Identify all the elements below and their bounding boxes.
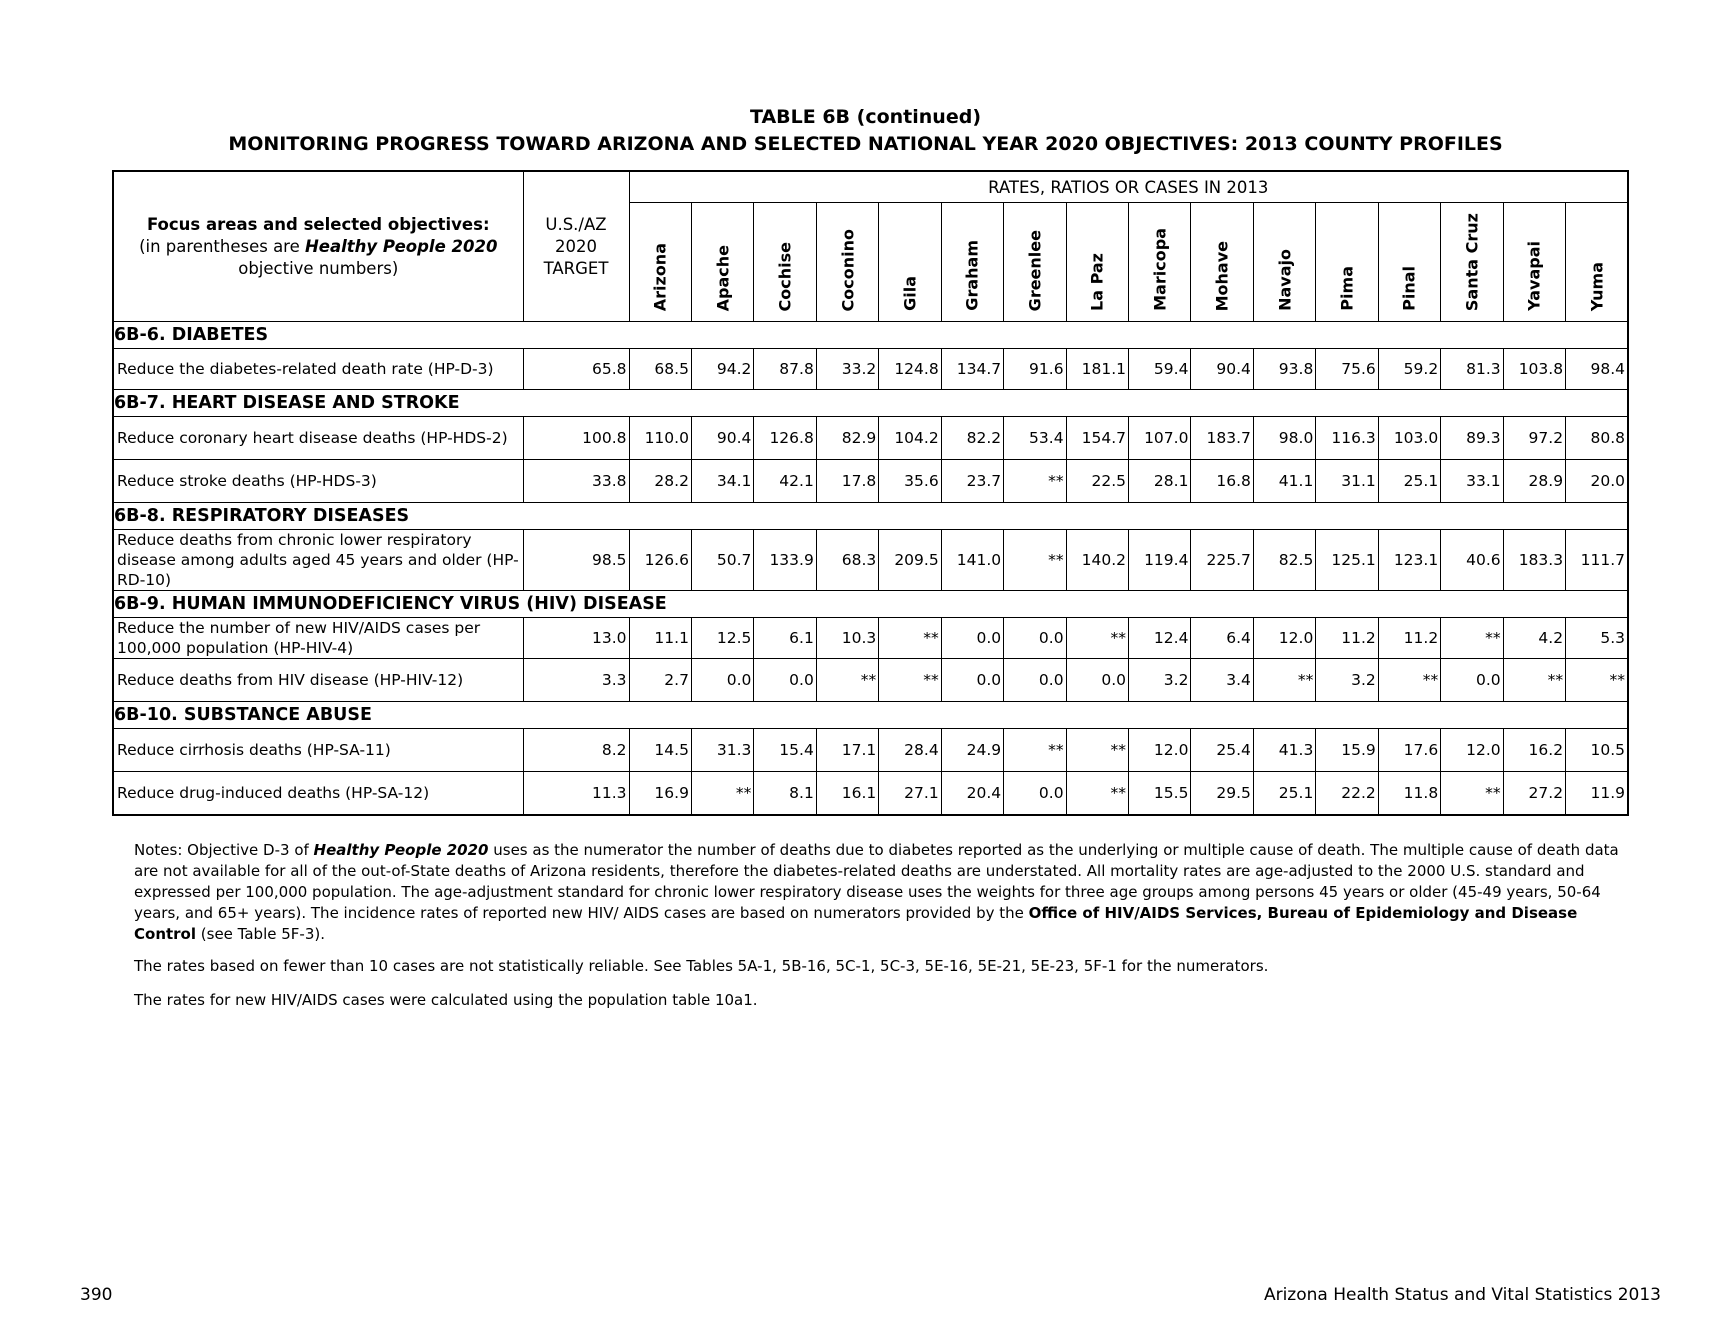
value-cell: 154.7 <box>1066 417 1128 460</box>
value-cell: 80.8 <box>1566 417 1628 460</box>
value-cell: 16.2 <box>1503 729 1565 772</box>
value-cell: 3.4 <box>1191 659 1253 702</box>
county-name: Greenlee <box>1025 229 1045 311</box>
table-row <box>113 772 1628 816</box>
value-cell: 15.4 <box>754 729 816 772</box>
value-cell: 10.5 <box>1566 729 1628 772</box>
value-cell: 87.8 <box>754 349 816 390</box>
value-cell: 103.8 <box>1503 349 1565 390</box>
target-cell: 100.8 <box>523 417 629 460</box>
value-cell: 91.6 <box>1004 349 1066 390</box>
value-cell: 0.0 <box>754 659 816 702</box>
value-cell: 0.0 <box>941 618 1003 659</box>
value-cell: 68.3 <box>816 530 878 591</box>
value-cell: ** <box>816 659 878 702</box>
county-header <box>1378 203 1440 322</box>
target-header: U.S./AZ 2020 TARGET <box>523 171 629 322</box>
value-cell: 126.6 <box>629 530 691 591</box>
value-cell: 11.1 <box>629 618 691 659</box>
table-row <box>113 460 1628 503</box>
county-header <box>629 203 691 322</box>
table-body <box>113 322 1628 816</box>
value-cell: 75.6 <box>1316 349 1378 390</box>
value-cell: 34.1 <box>691 460 753 503</box>
county-header <box>1441 203 1503 322</box>
county-name: Maricopa <box>1150 228 1170 311</box>
value-cell: 22.5 <box>1066 460 1128 503</box>
county-name: Yuma <box>1587 261 1607 311</box>
note-population: The rates for new HIV/AIDS cases were calculated using the population table 10a1. <box>134 991 758 1009</box>
objective-label: Reduce the diabetes-related death rate (HP-D-3) <box>113 349 523 390</box>
value-cell: ** <box>879 659 941 702</box>
notes-paragraph: Notes: Objective D-3 of Healthy People 2020 uses as the numerator the number of deaths due to diabetes reported as the underlying or multiple cause of death. The multiple cause of death data are not available for all of the out-of-State deaths of Arizona residents, therefore the diabetes-related deaths are understated. All mortality rates are age-adjusted to the 2000 U.S. standard and expressed per 100,000 population. The age-adjustment standard for chronic lower respiratory disease uses the weights for three age groups among persons 45 years or older (45-49 years, 50-64 years, and 65+ years). The incidence rates of reported new HIV/ AIDS cases are based on numerators provided by the Office of HIV/AIDS Services, Bureau of Epidemiology and Disease Control (see Table 5F-3). <box>134 841 1619 943</box>
section-title: 6B-7. HEART DISEASE AND STROKE <box>113 390 1628 417</box>
value-cell: 4.2 <box>1503 618 1565 659</box>
value-cell: 181.1 <box>1066 349 1128 390</box>
value-cell: ** <box>1441 618 1503 659</box>
section-title: 6B-6. DIABETES <box>113 322 1628 349</box>
value-cell: 126.8 <box>754 417 816 460</box>
value-cell: 89.3 <box>1441 417 1503 460</box>
value-cell: ** <box>1566 659 1628 702</box>
county-name: Graham <box>962 240 982 311</box>
objective-label: Reduce deaths from HIV disease (HP-HIV-12) <box>113 659 523 702</box>
value-cell: 183.7 <box>1191 417 1253 460</box>
county-header <box>1066 203 1128 322</box>
value-cell: 53.4 <box>1004 417 1066 460</box>
county-header <box>754 203 816 322</box>
table-title: TABLE 6B (continued) <box>749 106 982 128</box>
value-cell: 31.3 <box>691 729 753 772</box>
county-header <box>879 203 941 322</box>
value-cell: 119.4 <box>1129 530 1191 591</box>
objective-label: Reduce deaths from chronic lower respiratory disease among adults aged 45 years and older (HP-RD-10) <box>113 530 523 591</box>
value-cell: 3.2 <box>1316 659 1378 702</box>
county-header <box>941 203 1003 322</box>
value-cell: 42.1 <box>754 460 816 503</box>
objective-label: Reduce stroke deaths (HP-HDS-3) <box>113 460 523 503</box>
value-cell: 50.7 <box>691 530 753 591</box>
value-cell: 141.0 <box>941 530 1003 591</box>
value-cell: 81.3 <box>1441 349 1503 390</box>
value-cell: 104.2 <box>879 417 941 460</box>
value-cell: 31.1 <box>1316 460 1378 503</box>
value-cell: 111.7 <box>1566 530 1628 591</box>
value-cell: ** <box>1004 729 1066 772</box>
value-cell: ** <box>1066 729 1128 772</box>
county-name: Yavapai <box>1524 241 1544 311</box>
value-cell: 5.3 <box>1566 618 1628 659</box>
value-cell: 14.5 <box>629 729 691 772</box>
target-cell: 8.2 <box>523 729 629 772</box>
section-title: 6B-9. HUMAN IMMUNODEFICIENCY VIRUS (HIV) DISEASE <box>113 591 1628 618</box>
note-reliability: The rates based on fewer than 10 cases are not statistically reliable. See Tables 5A-1, 5B-16, 5C-1, 5C-3, 5E-16, 5E-21, 5E-23, 5F-1 for the numerators. <box>134 957 1269 975</box>
value-cell: 27.2 <box>1503 772 1565 816</box>
value-cell: 183.3 <box>1503 530 1565 591</box>
value-cell: 12.0 <box>1253 618 1315 659</box>
header-row-1 <box>113 171 1628 203</box>
section-header-row <box>113 702 1628 729</box>
value-cell: 33.1 <box>1441 460 1503 503</box>
objective-label: Reduce the number of new HIV/AIDS cases per 100,000 population (HP-HIV-4) <box>113 618 523 659</box>
value-cell: 140.2 <box>1066 530 1128 591</box>
table-subtitle: MONITORING PROGRESS TOWARD ARIZONA AND SELECTED NATIONAL YEAR 2020 OBJECTIVES: 2013 COUNTY PROFILES <box>228 133 1503 155</box>
county-header <box>1129 203 1191 322</box>
value-cell: 0.0 <box>941 659 1003 702</box>
objective-label: Reduce coronary heart disease deaths (HP-HDS-2) <box>113 417 523 460</box>
value-cell: 41.3 <box>1253 729 1315 772</box>
county-name: Arizona <box>650 242 670 311</box>
value-cell: 59.4 <box>1129 349 1191 390</box>
value-cell: 97.2 <box>1503 417 1565 460</box>
target-cell: 98.5 <box>523 530 629 591</box>
value-cell: 225.7 <box>1191 530 1253 591</box>
value-cell: 103.0 <box>1378 417 1440 460</box>
section-header-row <box>113 503 1628 530</box>
value-cell: ** <box>1066 772 1128 816</box>
value-cell: 0.0 <box>1004 618 1066 659</box>
value-cell: 28.9 <box>1503 460 1565 503</box>
value-cell: 16.9 <box>629 772 691 816</box>
county-header <box>1503 203 1565 322</box>
table-row <box>113 417 1628 460</box>
value-cell: 93.8 <box>1253 349 1315 390</box>
value-cell: 2.7 <box>629 659 691 702</box>
value-cell: 16.8 <box>1191 460 1253 503</box>
target-cell: 3.3 <box>523 659 629 702</box>
value-cell: 6.4 <box>1191 618 1253 659</box>
value-cell: 17.1 <box>816 729 878 772</box>
target-cell: 65.8 <box>523 349 629 390</box>
county-name: Pima <box>1337 266 1357 311</box>
county-header <box>1191 203 1253 322</box>
value-cell: 59.2 <box>1378 349 1440 390</box>
value-cell: ** <box>1066 618 1128 659</box>
value-cell: ** <box>1004 530 1066 591</box>
value-cell: 107.0 <box>1129 417 1191 460</box>
value-cell: 124.8 <box>879 349 941 390</box>
value-cell: 116.3 <box>1316 417 1378 460</box>
table-row <box>113 530 1628 591</box>
value-cell: 123.1 <box>1378 530 1440 591</box>
value-cell: 20.4 <box>941 772 1003 816</box>
value-cell: 98.0 <box>1253 417 1315 460</box>
value-cell: 125.1 <box>1316 530 1378 591</box>
value-cell: 110.0 <box>629 417 691 460</box>
section-title: 6B-10. SUBSTANCE ABUSE <box>113 702 1628 729</box>
value-cell: 90.4 <box>1191 349 1253 390</box>
value-cell: 0.0 <box>1004 772 1066 816</box>
value-cell: 17.8 <box>816 460 878 503</box>
value-cell: ** <box>691 772 753 816</box>
value-cell: 94.2 <box>691 349 753 390</box>
target-cell: 13.0 <box>523 618 629 659</box>
value-cell: 134.7 <box>941 349 1003 390</box>
value-cell: 33.2 <box>816 349 878 390</box>
value-cell: 16.1 <box>816 772 878 816</box>
target-cell: 33.8 <box>523 460 629 503</box>
county-header <box>816 203 878 322</box>
value-cell: 22.2 <box>1316 772 1378 816</box>
value-cell: 0.0 <box>691 659 753 702</box>
focus-areas-header: Focus areas and selected objectives: (in parentheses are Healthy People 2020 objective numbers) <box>113 171 523 322</box>
value-cell: 12.4 <box>1129 618 1191 659</box>
value-cell: ** <box>1253 659 1315 702</box>
county-name: La Paz <box>1087 253 1107 311</box>
county-header <box>1566 203 1628 322</box>
value-cell: 15.5 <box>1129 772 1191 816</box>
table-row <box>113 618 1628 659</box>
value-cell: 28.2 <box>629 460 691 503</box>
objective-label: Reduce drug-induced deaths (HP-SA-12) <box>113 772 523 816</box>
value-cell: 15.9 <box>1316 729 1378 772</box>
county-name: Apache <box>713 244 733 311</box>
value-cell: 0.0 <box>1441 659 1503 702</box>
value-cell: 3.2 <box>1129 659 1191 702</box>
county-header <box>1004 203 1066 322</box>
value-cell: 25.1 <box>1378 460 1440 503</box>
county-name: Pinal <box>1399 266 1419 311</box>
value-cell: 11.8 <box>1378 772 1440 816</box>
value-cell: 12.0 <box>1441 729 1503 772</box>
value-cell: 0.0 <box>1066 659 1128 702</box>
value-cell: ** <box>1441 772 1503 816</box>
value-cell: ** <box>1503 659 1565 702</box>
value-cell: 82.5 <box>1253 530 1315 591</box>
county-header <box>691 203 753 322</box>
value-cell: 12.5 <box>691 618 753 659</box>
value-cell: 11.9 <box>1566 772 1628 816</box>
value-cell: 17.6 <box>1378 729 1440 772</box>
value-cell: 209.5 <box>879 530 941 591</box>
value-cell: 68.5 <box>629 349 691 390</box>
value-cell: ** <box>879 618 941 659</box>
value-cell: 24.9 <box>941 729 1003 772</box>
value-cell: 6.1 <box>754 618 816 659</box>
value-cell: ** <box>1378 659 1440 702</box>
page-number: 390 <box>80 1285 113 1305</box>
value-cell: 11.2 <box>1316 618 1378 659</box>
section-header-row <box>113 322 1628 349</box>
value-cell: 25.4 <box>1191 729 1253 772</box>
table-row <box>113 729 1628 772</box>
value-cell: 40.6 <box>1441 530 1503 591</box>
value-cell: 20.0 <box>1566 460 1628 503</box>
value-cell: 98.4 <box>1566 349 1628 390</box>
value-cell: 25.1 <box>1253 772 1315 816</box>
value-cell: 27.1 <box>879 772 941 816</box>
value-cell: 90.4 <box>691 417 753 460</box>
objectives-table <box>112 170 1629 816</box>
value-cell: 28.1 <box>1129 460 1191 503</box>
value-cell: 23.7 <box>941 460 1003 503</box>
county-name: Navajo <box>1275 249 1295 311</box>
value-cell: 82.9 <box>816 417 878 460</box>
value-cell: 133.9 <box>754 530 816 591</box>
county-header <box>1316 203 1378 322</box>
rates-group-header: RATES, RATIOS OR CASES IN 2013 <box>629 171 1628 203</box>
value-cell: 12.0 <box>1129 729 1191 772</box>
publication-title: Arizona Health Status and Vital Statistics 2013 <box>1263 1285 1661 1305</box>
value-cell: 11.2 <box>1378 618 1440 659</box>
value-cell: ** <box>1004 460 1066 503</box>
section-header-row <box>113 390 1628 417</box>
county-name: Santa Cruz <box>1462 212 1482 311</box>
section-header-row <box>113 591 1628 618</box>
county-name: Coconino <box>838 228 858 311</box>
county-name: Gila <box>900 276 920 311</box>
section-title: 6B-8. RESPIRATORY DISEASES <box>113 503 1628 530</box>
target-cell: 11.3 <box>523 772 629 816</box>
value-cell: 82.2 <box>941 417 1003 460</box>
value-cell: 29.5 <box>1191 772 1253 816</box>
value-cell: 0.0 <box>1004 659 1066 702</box>
table-row <box>113 659 1628 702</box>
value-cell: 10.3 <box>816 618 878 659</box>
county-header <box>1253 203 1315 322</box>
county-name: Cochise <box>775 241 795 311</box>
value-cell: 28.4 <box>879 729 941 772</box>
value-cell: 41.1 <box>1253 460 1315 503</box>
value-cell: 8.1 <box>754 772 816 816</box>
objective-label: Reduce cirrhosis deaths (HP-SA-11) <box>113 729 523 772</box>
table-row <box>113 349 1628 390</box>
value-cell: 35.6 <box>879 460 941 503</box>
county-name: Mohave <box>1212 240 1232 311</box>
